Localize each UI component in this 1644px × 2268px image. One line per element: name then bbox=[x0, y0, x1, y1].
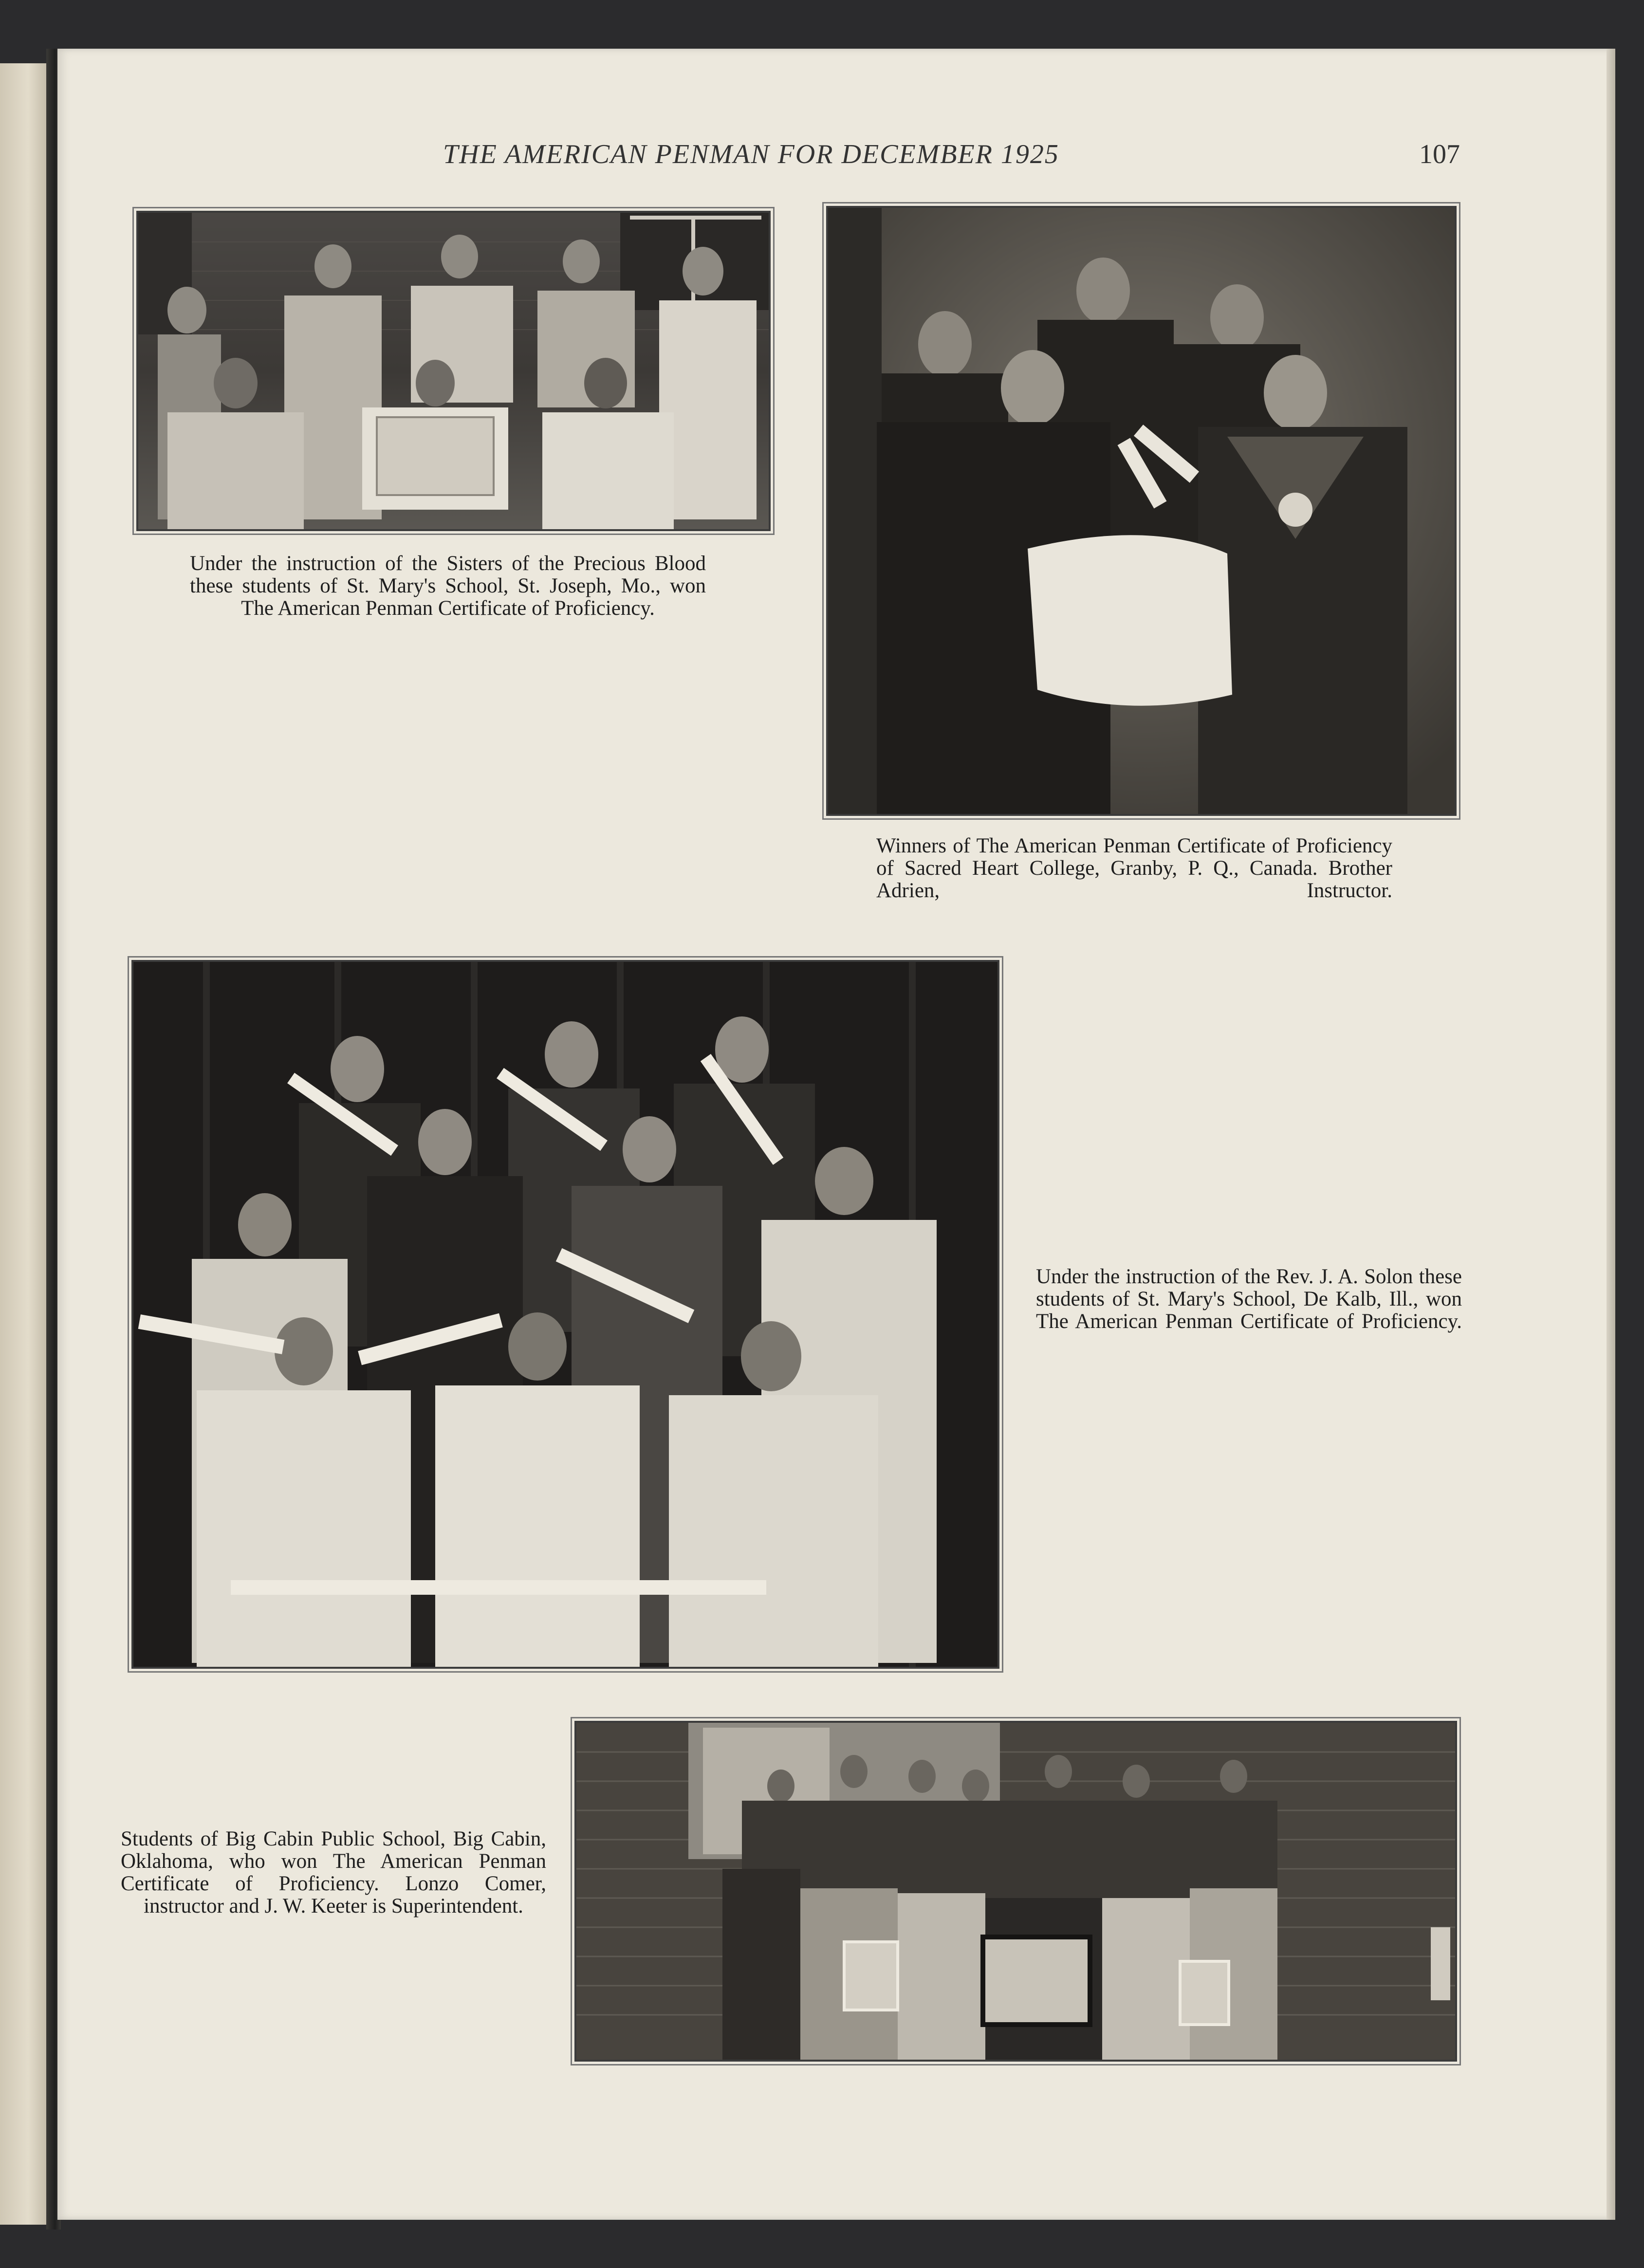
st-marys-de-kalb-caption: Under the instruction of the Rev. J. A. Solon these students of St. Mary's School, De Kalb, Ill., won The American Penman Certificate of Proficiency. bbox=[1036, 1265, 1462, 1333]
st-marys-st-joseph-photo bbox=[136, 211, 771, 531]
page-edge bbox=[1607, 49, 1615, 2220]
big-cabin-public-school-photo bbox=[574, 1721, 1457, 2062]
st-marys-st-joseph-caption: Under the instruction of the Sisters of the Precious Blood these students of St. Mary's School, St. Joseph, Mo., won The American Penman Certificate of Proficiency. bbox=[190, 552, 706, 620]
sacred-heart-college-caption: Winners of The American Penman Certificate of Proficiency of Sacred Heart College, Granby, P. Q., Canada. Brother Adrien, Instructor. bbox=[876, 834, 1392, 902]
left-page-edge bbox=[0, 63, 51, 2225]
st-marys-de-kalb-photo bbox=[131, 960, 999, 1669]
big-cabin-public-school-caption: Students of Big Cabin Public School, Big Cabin, Oklahoma, who won The American Penman Certificate of Proficiency. Lonzo Comer, instructor and J. W. Keeter is Superintendent. bbox=[121, 1827, 546, 1918]
sacred-heart-college-photo bbox=[826, 206, 1457, 816]
running-head: THE AMERICAN PENMAN FOR DECEMBER 1925 bbox=[443, 139, 1059, 169]
page-number: 107 bbox=[1419, 139, 1460, 169]
